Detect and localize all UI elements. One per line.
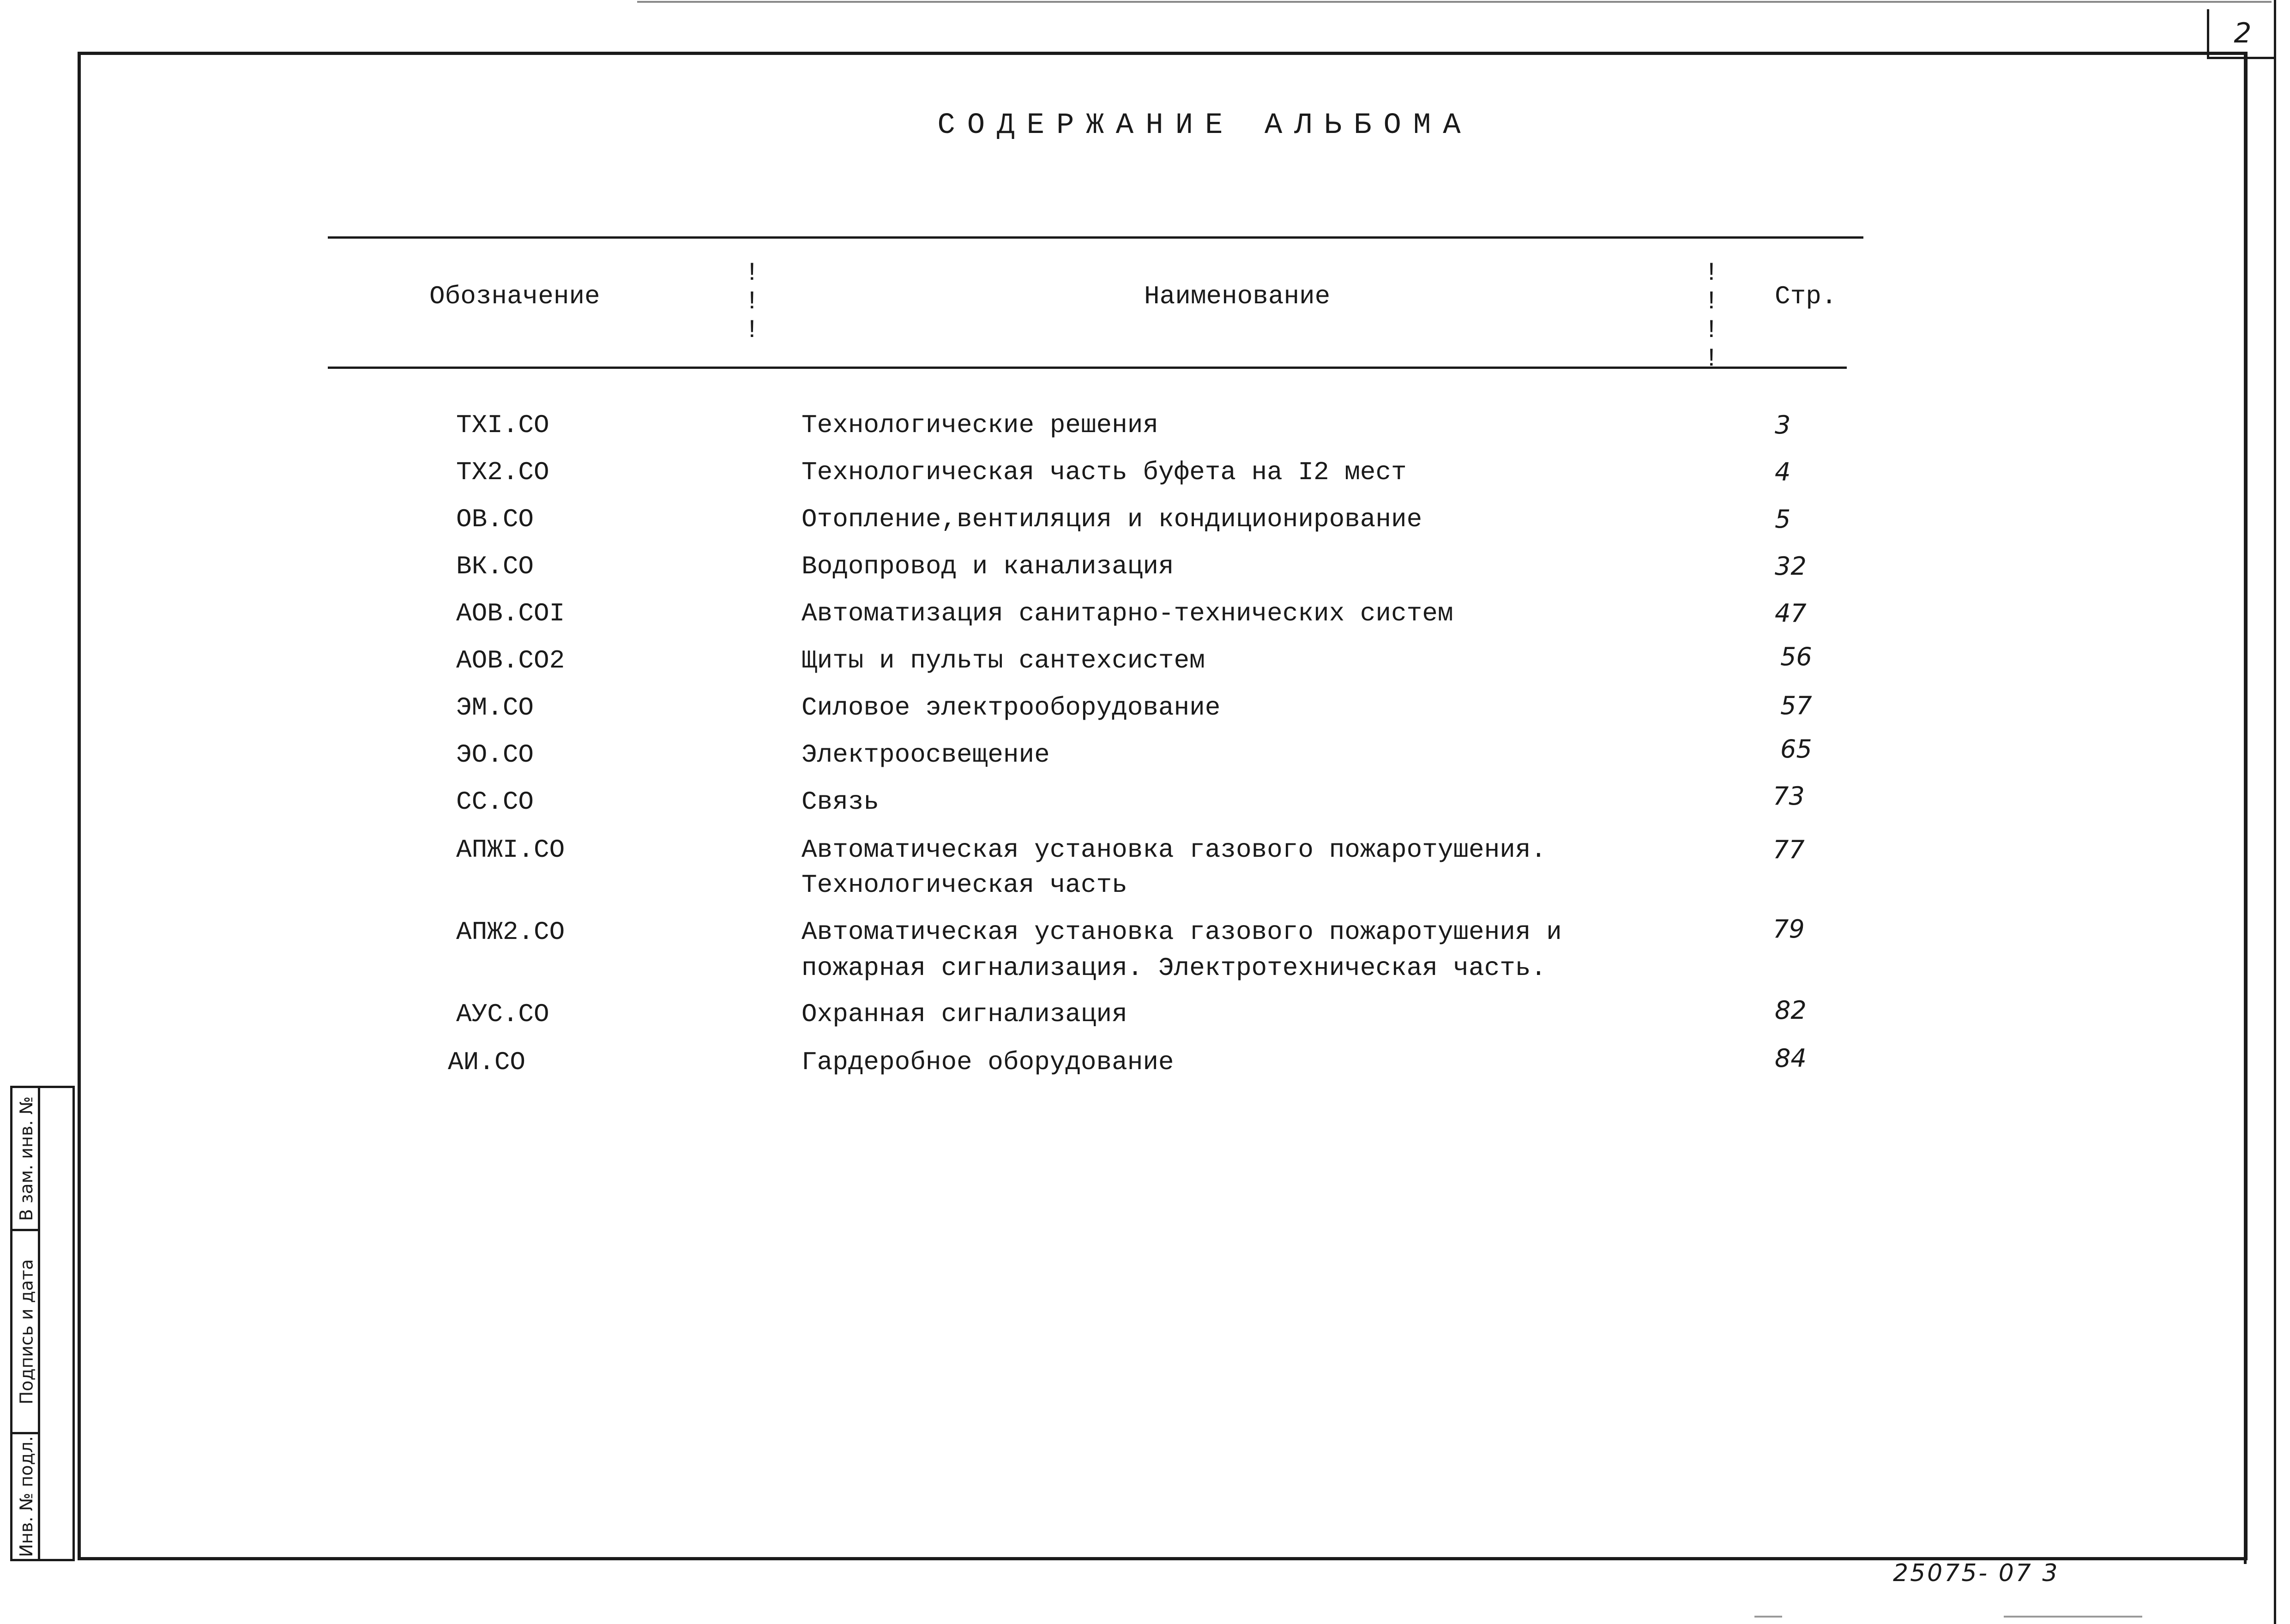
scan-mark [1754, 1616, 1782, 1618]
row-code: АОВ.СО2 [456, 646, 565, 675]
sheet-right-edge [2274, 0, 2276, 1624]
row-name: Гардеробное оборудование [802, 1047, 1174, 1077]
row-page: 65 [1780, 734, 1812, 764]
row-name: Охранная сигнализация [802, 999, 1127, 1029]
row-page: 84 [1775, 1044, 1807, 1073]
row-name: Электроосвещение [802, 740, 1050, 770]
row-code: АУС.СО [456, 999, 549, 1029]
row-name: Технологическая часть буфета на I2 мест [802, 457, 1407, 487]
row-name: Водопровод и канализация [802, 552, 1174, 581]
row-name: Силовое электрооборудование [802, 693, 1221, 722]
row-page: 77 [1773, 835, 1805, 864]
header-page: Стр. [1775, 282, 1837, 311]
row-name: Технологические решения [802, 410, 1158, 440]
column-separator-1: ! ! ! [744, 258, 760, 345]
row-page: 32 [1775, 552, 1807, 581]
stamp-label-column [12, 1088, 40, 1559]
drawing-frame [78, 52, 2248, 1560]
row-code: АОВ.СОI [456, 599, 565, 628]
row-code: ВК.СО [456, 552, 534, 581]
row-code: АИ.СО [448, 1047, 526, 1077]
row-name: Автоматизация санитарно-технических систем [802, 599, 1453, 628]
row-name: Связь [802, 787, 880, 817]
table-top-rule [328, 236, 1863, 239]
header-code: Обозначение [429, 282, 600, 311]
row-page: 82 [1775, 996, 1807, 1025]
row-name-continued: Технологическая часть [802, 870, 1127, 900]
row-page: 57 [1780, 691, 1812, 720]
row-code: АПЖI.СО [456, 835, 565, 865]
row-code: ТХI.СО [456, 410, 549, 440]
row-code: ЭО.СО [456, 740, 534, 770]
row-name-continued: пожарная сигнализация. Электротехническая часть. [802, 953, 1547, 983]
row-page: 4 [1775, 457, 1791, 487]
row-code: СС.СО [456, 787, 534, 817]
row-name: Отопление,вентиляция и кондиционирование [802, 505, 1422, 534]
stamp-label: В зам. инв. № [16, 1096, 36, 1221]
row-page: 73 [1773, 782, 1805, 811]
row-code: ЭМ.СО [456, 693, 534, 722]
document-number: 25075- 07 3 [1893, 1559, 2060, 1587]
header-name: Наименование [1144, 282, 1331, 311]
row-code: ТХ2.СО [456, 457, 549, 487]
page-title: СОДЕРЖАНИЕ АЛЬБОМА [937, 109, 1473, 142]
table-header-rule [328, 367, 1847, 369]
scan-edge-line [637, 1, 2272, 3]
row-code: АПЖ2.СО [456, 917, 565, 947]
stamp-label: Инв. № подл. [16, 1436, 37, 1558]
stamp-cell-inventory [12, 1434, 40, 1559]
row-page: 79 [1773, 914, 1805, 944]
column-separator-2: ! ! ! ! [1704, 258, 1719, 373]
row-name: Автоматическая установка газового пожаротушения. [802, 835, 1547, 865]
row-name: Щиты и пульты сантехсистем [802, 646, 1205, 675]
row-code: ОВ.СО [456, 505, 534, 534]
row-page: 56 [1780, 642, 1812, 671]
stamp-cell-signature [12, 1231, 40, 1434]
side-stamp [10, 1086, 75, 1561]
row-page: 3 [1775, 410, 1791, 439]
page-number: 2 [2234, 17, 2252, 49]
stamp-label: Подпись и дата [16, 1259, 37, 1404]
frame-right-border [2244, 54, 2247, 1564]
scan-mark [2004, 1616, 2142, 1618]
row-name: Автоматическая установка газового пожаротушения и [802, 917, 1562, 947]
row-page: 47 [1775, 599, 1807, 628]
stamp-cell-replacement [12, 1088, 40, 1231]
page-number-box [2207, 9, 2276, 59]
row-page: 5 [1775, 505, 1791, 534]
